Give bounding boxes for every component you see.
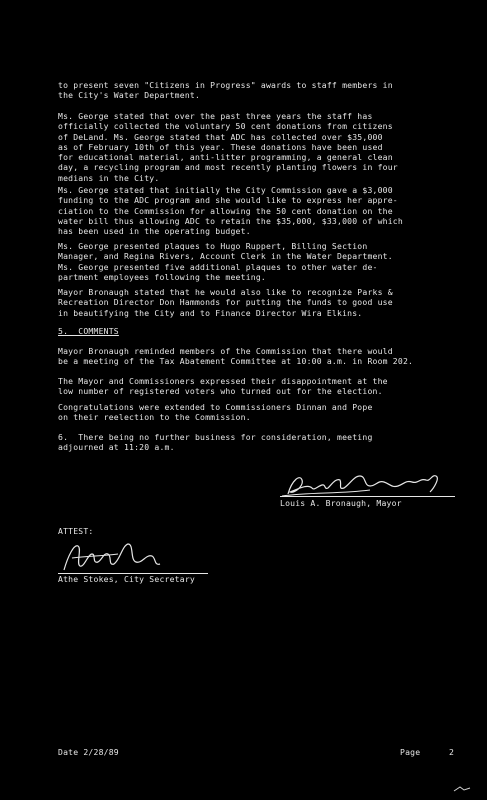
footer-page-label: Page (400, 747, 421, 757)
paragraph-donations: Ms. George stated that over the past three years the staff has officially collected the voluntary 50 cent donations from citizens of DeLand. Ms. George stated that ADC has collected over $35,000 as of February 10th of this year. These donations have been used for educational material, anti-litter programming, a general clean day, a recycling program and most recently planting flowers in four medians in the City. (58, 111, 398, 183)
paragraph-commission-funding: Ms. George stated that initially the City Commission gave a $3,000 funding to the ADC program and she would like to express her appre- ciation to the Commission for allowing the 50 cent donation on the water bill thus allowing ADC to retain the $35,000, $33,000 of which has been used in the operating budget. (58, 185, 403, 237)
paragraph-tax-abatement: Mayor Bronaugh reminded members of the Commission that there would be a meeting of the Tax Abatement Committee at 10:00 a.m. in Room 202. (58, 346, 414, 367)
mayor-signature-name: Louis A. Bronaugh, Mayor (280, 498, 402, 508)
secretary-handwritten-signature (58, 540, 168, 574)
section-heading-comments: 5. COMMENTS (58, 326, 119, 336)
paragraph-voter-turnout: The Mayor and Commissioners expressed their disappointment at the low number of registered voters who turned out for the election. (58, 376, 388, 397)
secretary-signature-name: Athe Stokes, City Secretary (58, 574, 195, 584)
paragraph-congratulations: Congratulations were extended to Commissioners Dinnan and Pope on their reelection to the Commission. (58, 402, 373, 423)
paragraph-recognition: Mayor Bronaugh stated that he would also like to recognize Parks & Recreation Director Don Hammonds for putting the funds to good use in beautifying the City and to Finance Director Wira Elkins. (58, 287, 393, 318)
paragraph-awards-intro: to present seven "Citizens in Progress" awards to staff members in the City's Water Department. (58, 80, 393, 101)
mayor-signature-line (280, 496, 455, 497)
scan-artifact (452, 785, 472, 793)
footer-page-number: 2 (449, 747, 455, 757)
footer-date: Date 2/28/89 (58, 747, 119, 757)
attest-label: ATTEST: (58, 526, 94, 536)
paragraph-plaques: Ms. George presented plaques to Hugo Ruppert, Billing Section Manager, and Regina Rivers, Account Clerk in the Water Department. Ms. George presented five additional plaques to other water de- partment employees following the meeting. (58, 241, 393, 282)
paragraph-adjournment: 6. There being no further business for consideration, meeting adjourned at 11:20 a.m. (58, 432, 373, 453)
